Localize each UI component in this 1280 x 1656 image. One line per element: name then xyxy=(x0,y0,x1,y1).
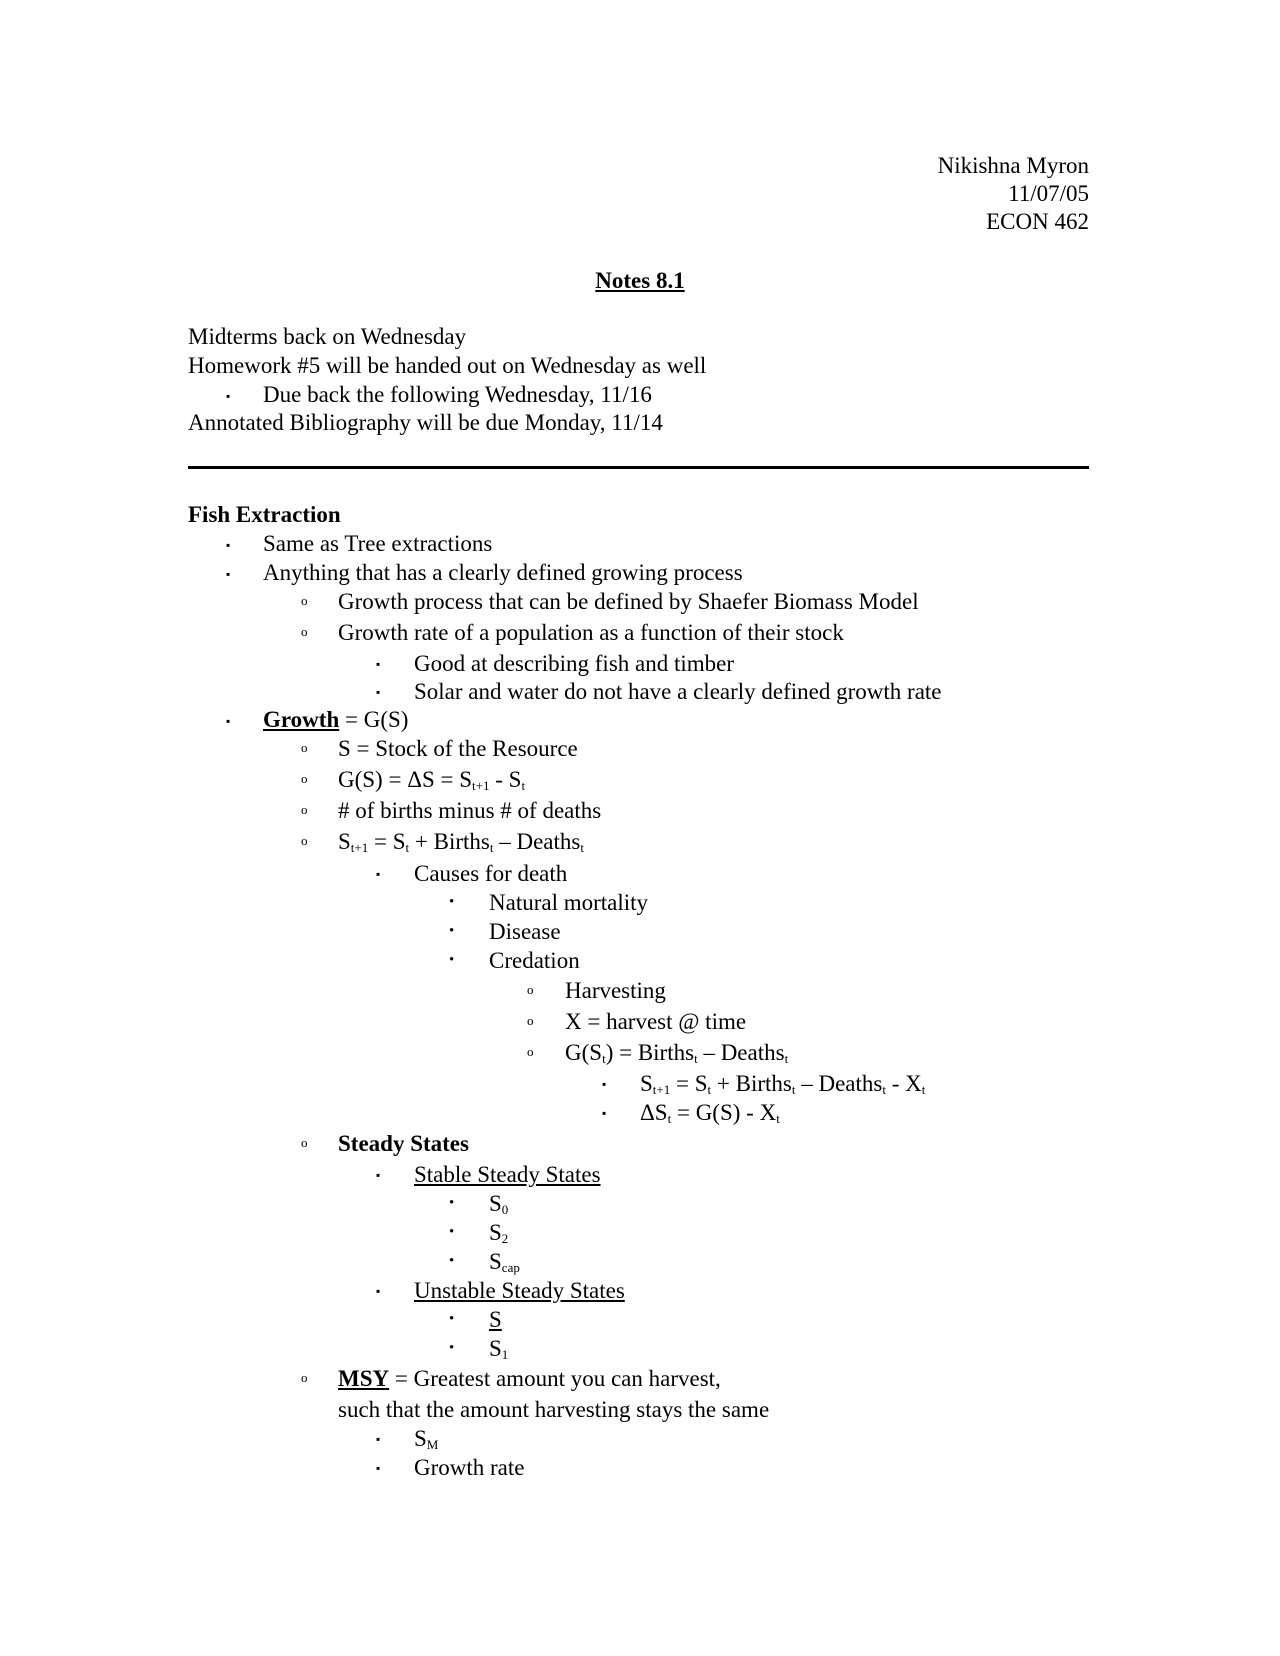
circle-bullet-icon: o xyxy=(301,802,308,817)
list-item: $S_{cap}$ xyxy=(489,1249,520,1275)
circle-bullet-icon: o xyxy=(527,1013,534,1028)
dot-bullet-icon: • xyxy=(449,1340,455,1356)
author-name: Nikishna Myron xyxy=(937,153,1089,178)
list-item: $S_M$ xyxy=(414,1426,439,1452)
list-item: Causes for death xyxy=(414,861,568,886)
list-item: Natural mortality xyxy=(489,890,649,915)
square-bullet-icon: ▪ xyxy=(226,538,231,552)
list-item: Anything that has a clearly defined growing process xyxy=(263,560,743,585)
formula-growth: $G(S) = \Delta S = S_{t+1} - S_t$ xyxy=(338,767,526,793)
list-item: $S_0$ xyxy=(489,1191,509,1217)
dot-bullet-icon: • xyxy=(449,1311,455,1327)
circle-bullet-icon: o xyxy=(301,593,308,608)
list-item: Disease xyxy=(489,919,561,944)
list-item: $S_1$ xyxy=(489,1336,509,1362)
formula-stock-with-harvest: $S_{t+1} = S_t$ + Births$_t$ – Deaths$_t$ - $X_t$ xyxy=(640,1071,926,1097)
list-item: S = Stock of the Resource xyxy=(338,736,578,761)
square-bullet-icon: ▪ xyxy=(226,567,231,581)
circle-bullet-icon: o xyxy=(301,1135,308,1150)
list-item: Good at describing fish and timber xyxy=(414,651,735,676)
dot-bullet-icon: • xyxy=(449,923,455,939)
square-bullet-icon: ▪ xyxy=(376,867,381,881)
horizontal-rule xyxy=(188,466,1089,469)
square-bullet-icon: ▪ xyxy=(226,714,231,728)
circle-bullet-icon: o xyxy=(301,1370,308,1385)
square-bullet-icon: ▪ xyxy=(376,1168,381,1182)
circle-bullet-icon: o xyxy=(301,740,308,755)
page-title: Notes 8.1 xyxy=(595,268,685,293)
announcement-homework-due: Due back the following Wednesday, 11/16 xyxy=(263,382,652,407)
list-item: Same as Tree extractions xyxy=(263,531,493,556)
circle-bullet-icon: o xyxy=(301,624,308,639)
list-item: Growth rate xyxy=(414,1455,525,1480)
dot-bullet-icon: • xyxy=(449,1253,455,1269)
dot-bullet-icon: • xyxy=(449,952,455,968)
list-item: # of births minus # of deaths xyxy=(338,798,602,823)
dot-bullet-icon: • xyxy=(449,1195,455,1211)
square-bullet-icon: ▪ xyxy=(376,685,381,699)
growth-definition: Growth = G(S) xyxy=(263,707,409,732)
growth-label: Growth xyxy=(263,707,340,732)
formula-stock-update: $S_{t+1} = S_t$ + Births$_t$ – Deaths$_t$ xyxy=(338,829,584,855)
announcement-bibliography: Annotated Bibliography will be due Monday, 11/14 xyxy=(188,410,663,435)
announcement-homework: Homework #5 will be handed out on Wednesday as well xyxy=(188,353,707,378)
circle-bullet-icon: o xyxy=(527,982,534,997)
msy-definition: MSY = Greatest amount you can harvest, xyxy=(338,1366,721,1391)
circle-bullet-icon: o xyxy=(301,771,308,786)
announcement-midterms: Midterms back on Wednesday xyxy=(188,324,467,349)
list-item: S xyxy=(489,1307,502,1332)
circle-bullet-icon: o xyxy=(527,1044,534,1059)
square-bullet-icon: ▪ xyxy=(602,1077,607,1091)
circle-bullet-icon: o xyxy=(301,833,308,848)
square-bullet-icon: ▪ xyxy=(376,1432,381,1446)
document-date: 11/07/05 xyxy=(1008,181,1089,206)
dot-bullet-icon: • xyxy=(449,894,455,910)
section-heading-fish-extraction: Fish Extraction xyxy=(188,502,341,527)
list-item: Growth process that can be defined by Shaefer Biomass Model xyxy=(338,589,919,614)
course-code: ECON 462 xyxy=(986,209,1089,234)
msy-definition-continued: such that the amount harvesting stays the same xyxy=(338,1397,770,1422)
dot-bullet-icon: • xyxy=(449,1224,455,1240)
list-item: X = harvest @ time xyxy=(565,1009,747,1034)
square-bullet-icon: ▪ xyxy=(602,1106,607,1120)
list-item: Solar and water do not have a clearly defined growth rate xyxy=(414,679,942,704)
square-bullet-icon: ▪ xyxy=(226,389,231,403)
list-item: Harvesting xyxy=(565,978,666,1003)
unstable-steady-states: Unstable Steady States xyxy=(414,1278,625,1303)
formula-growth-at-t: $G(S_t)$ = Births$_t$ – Deaths$_t$ xyxy=(565,1040,789,1066)
square-bullet-icon: ▪ xyxy=(376,1284,381,1298)
square-bullet-icon: ▪ xyxy=(376,1461,381,1475)
msy-label: MSY xyxy=(338,1366,390,1391)
stable-steady-states: Stable Steady States xyxy=(414,1162,601,1187)
list-item: $S_2$ xyxy=(489,1220,509,1246)
list-item: Credation xyxy=(489,948,580,973)
subheading-steady-states: Steady States xyxy=(338,1131,469,1156)
square-bullet-icon: ▪ xyxy=(376,657,381,671)
list-item: Growth rate of a population as a function of their stock xyxy=(338,620,844,645)
formula-delta-stock: $\Delta S_t = G(S) - X_t$ xyxy=(640,1100,780,1126)
